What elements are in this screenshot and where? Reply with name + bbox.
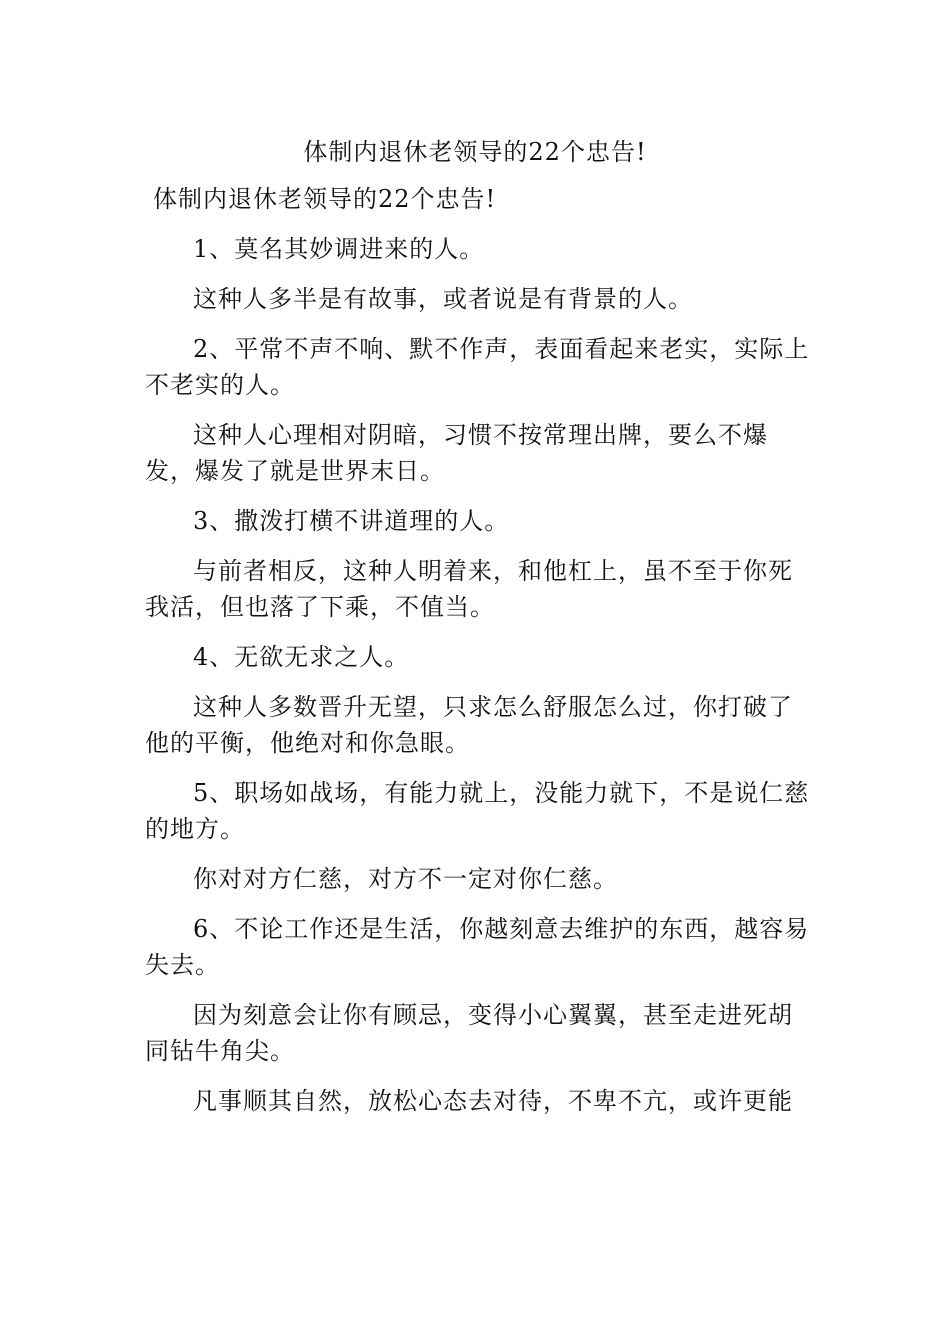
paragraph: 与前者相反，这种人明着来，和他杠上，虽不至于你死我活，但也落了下乘，不值当。 xyxy=(145,557,793,621)
paragraph: 3、撒泼打横不讲道理的人。 xyxy=(193,507,510,535)
paragraph: 这种人多半是有故事，或者说是有背景的人。 xyxy=(193,285,693,313)
document-title: 体制内退休老领导的22个忠告! xyxy=(303,138,647,166)
paragraph: 这种人心理相对阴暗，习惯不按常理出牌，要么不爆发，爆发了就是世界末日。 xyxy=(145,421,768,485)
paragraph: 1、莫名其妙调进来的人。 xyxy=(193,235,485,263)
paragraph: 4、无欲无求之人。 xyxy=(193,643,410,671)
paragraph: 因为刻意会让你有顾忌，变得小心翼翼，甚至走进死胡同钻牛角尖。 xyxy=(145,1001,793,1065)
document-body xyxy=(145,181,815,1119)
paragraph: 5、职场如战场，有能力就上，没能力就下，不是说仁慈的地方。 xyxy=(145,779,810,843)
paragraph-subtitle: 体制内退休老领导的22个忠告! xyxy=(153,185,497,213)
paragraph: 这种人多数晋升无望，只求怎么舒服怎么过，你打破了他的平衡，他绝对和你急眼。 xyxy=(145,693,793,757)
paragraph: 6、不论工作还是生活，你越刻意去维护的东西，越容易失去。 xyxy=(145,915,810,979)
paragraph: 凡事顺其自然，放松心态去对待，不卑不亢，或许更能 xyxy=(193,1087,793,1115)
paragraph: 你对对方仁慈，对方不一定对你仁慈。 xyxy=(193,865,618,893)
paragraph: 2、平常不声不响、默不作声，表面看起来老实，实际上不老实的人。 xyxy=(145,335,810,399)
